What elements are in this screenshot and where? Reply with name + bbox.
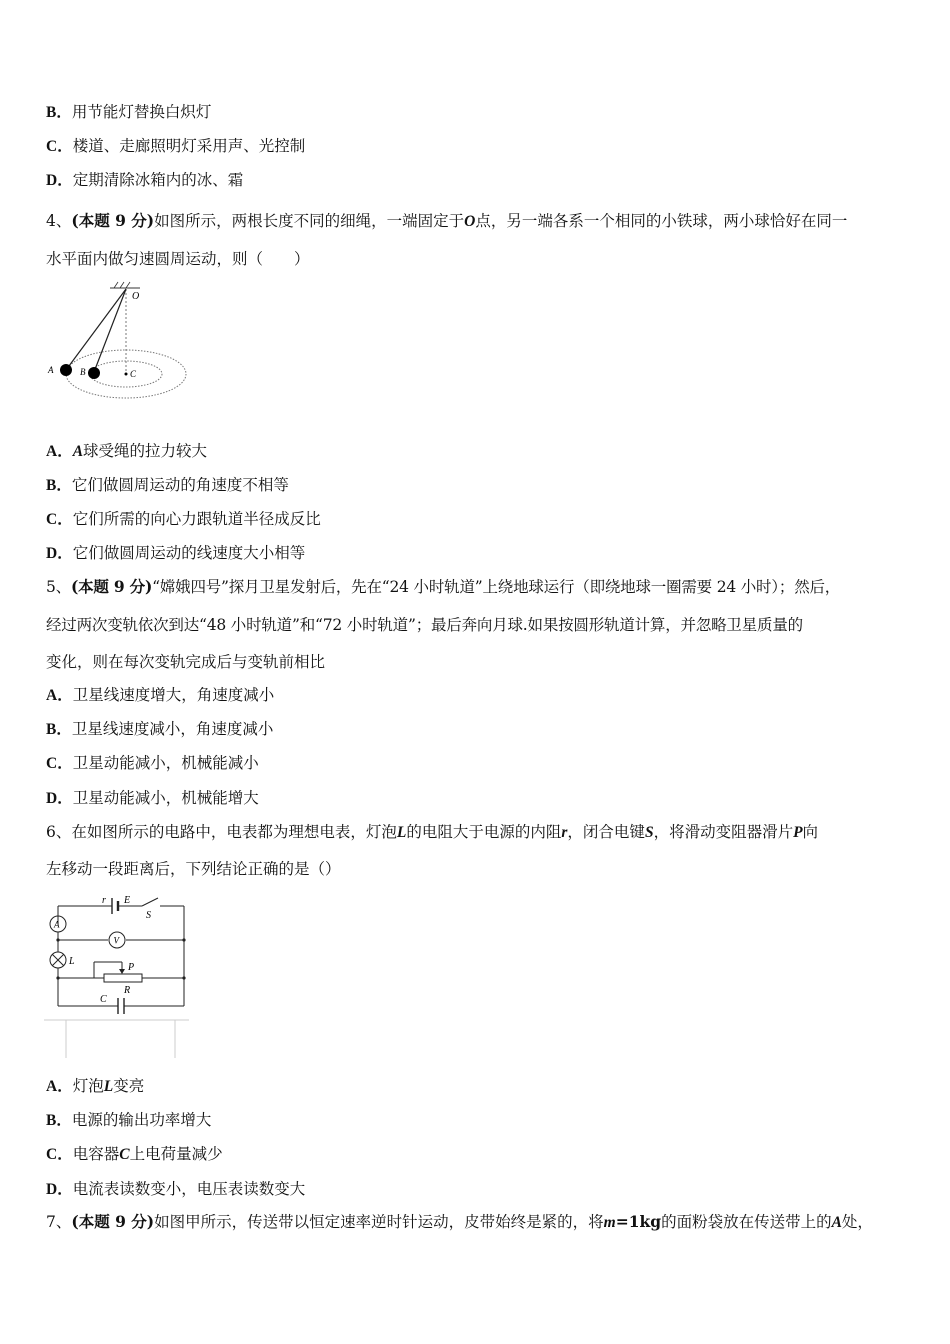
option-text: 卫星线速度增大，角速度减小 xyxy=(72,686,275,704)
var-l: L xyxy=(396,824,407,841)
label-lamp: L xyxy=(69,956,75,967)
option-text: 球受绳的拉力较大 xyxy=(83,442,208,460)
option-text: 它们做圆周运动的线速度大小相等 xyxy=(72,544,306,562)
option-text: 上电荷量减少 xyxy=(129,1145,223,1163)
option-text: 变亮 xyxy=(113,1077,145,1095)
option-var: A xyxy=(72,443,84,460)
q4-option-b[interactable] xyxy=(46,474,910,497)
label-s: S xyxy=(146,910,151,921)
q6-stem-line2 xyxy=(46,858,910,880)
q5-option-a[interactable] xyxy=(46,684,910,707)
label-capacitor: C xyxy=(100,994,107,1005)
option-letter: A． xyxy=(46,687,73,704)
q5-option-b[interactable] xyxy=(46,718,910,741)
question-score-tag: (本题 9 分) xyxy=(70,577,153,596)
stem-text: 左移动一段距离后，下列结论正确的是（） xyxy=(46,860,341,878)
q4-option-c[interactable] xyxy=(46,508,910,531)
q4-stem-line2 xyxy=(46,248,910,270)
question-number: 6、 xyxy=(46,823,72,841)
label-p: P xyxy=(128,962,135,973)
var-p: P xyxy=(793,824,803,841)
option-pre: 电容器 xyxy=(72,1145,120,1163)
center-point-c xyxy=(125,373,128,376)
stem-text: ，闭合电键 xyxy=(567,823,645,841)
option-letter: C． xyxy=(46,755,73,772)
option-var: L xyxy=(103,1078,114,1095)
option-letter: D． xyxy=(46,172,73,189)
q5-stem-line2 xyxy=(46,614,910,636)
q5-stem-line3 xyxy=(46,651,910,673)
label-a: A xyxy=(48,365,54,375)
question-number: 5、 xyxy=(46,578,71,596)
q4-option-a[interactable] xyxy=(46,440,910,463)
option-letter: C． xyxy=(46,511,73,528)
var-m: m xyxy=(603,1214,616,1231)
label-r-internal: r xyxy=(102,895,106,906)
q5-option-d[interactable] xyxy=(46,787,910,810)
option-letter: B． xyxy=(46,104,72,121)
label-b: B xyxy=(80,367,86,377)
stem-text: ，将滑动变阻器滑片 xyxy=(653,823,794,841)
stem-text: 变化，则在每次变轨完成后与变轨前相比 xyxy=(46,653,326,671)
option-letter: C． xyxy=(46,138,73,155)
string-b xyxy=(94,289,126,372)
var-s: S xyxy=(644,824,654,841)
question-score-tag: (本题 9 分) xyxy=(71,1212,155,1231)
label-voltmeter: V xyxy=(113,935,119,946)
mass-value: =1kg xyxy=(615,1212,662,1231)
q3-option-c[interactable] xyxy=(46,135,910,158)
option-letter: A． xyxy=(46,1078,73,1095)
stem-text: 水平面内做匀速圆周运动，则（ ） xyxy=(46,250,310,268)
stem-text: 如图甲所示，传送带以恒定速率逆时针运动，皮带始终是紧的，将 xyxy=(154,1213,604,1231)
stem-text: 点，另一端各系一个相同的小铁球，两小球恰好在同一 xyxy=(475,212,848,230)
option-letter: B． xyxy=(46,721,72,738)
option-text: 用节能灯替换白炽灯 xyxy=(71,103,212,121)
q4-pendulum-figure xyxy=(44,280,194,410)
option-letter: B． xyxy=(46,477,72,494)
option-text: 卫星动能减小，机械能减小 xyxy=(72,754,259,772)
stem-text: “嫦娥四号”探月卫星发射后，先在“24 小时轨道”上绕地球运行（即绕地球一圈需要 24 小时）；然后， xyxy=(152,578,841,596)
label-rheostat: R xyxy=(124,985,131,996)
option-letter: C． xyxy=(46,1146,73,1163)
option-text: 电源的输出功率增大 xyxy=(71,1111,212,1129)
option-var: C xyxy=(119,1146,130,1163)
option-text: 楼道、走廊照明灯采用声、光控制 xyxy=(72,137,306,155)
option-letter: B． xyxy=(46,1112,72,1129)
stem-text: 处， xyxy=(841,1213,873,1231)
question-number: 7、 xyxy=(46,1213,72,1231)
option-letter: D． xyxy=(46,545,73,562)
q6-option-c[interactable] xyxy=(46,1143,910,1166)
option-text: 电流表读数变小，电压表读数变大 xyxy=(72,1180,306,1198)
q6-option-a[interactable] xyxy=(46,1075,910,1098)
stem-text: 在如图所示的电路中，电表都为理想电表，灯泡 xyxy=(71,823,397,841)
option-text: 卫星线速度减小，角速度减小 xyxy=(71,720,274,738)
ball-a xyxy=(60,364,72,376)
option-text: 卫星动能减小，机械能增大 xyxy=(72,789,259,807)
label-ammeter: A xyxy=(54,919,60,930)
stem-text: 如图所示，两根长度不同的细绳，一端固定于 xyxy=(154,212,465,230)
option-pre: 灯泡 xyxy=(72,1077,104,1095)
string-a xyxy=(66,289,126,370)
stem-text: 经过两次变轨依次到达“48 小时轨道”和“72 小时轨道”；最后奔向月球.如果按圆形轨道计算，并忽略卫星质量的 xyxy=(46,616,803,634)
q5-stem-line1 xyxy=(46,576,910,598)
label-e: E xyxy=(124,895,131,906)
ball-b xyxy=(88,367,100,379)
var-r: r xyxy=(561,824,568,841)
q6-circuit-figure xyxy=(44,890,189,1060)
option-text: 它们做圆周运动的角速度不相等 xyxy=(71,476,289,494)
label-o: O xyxy=(132,291,140,302)
option-letter: D． xyxy=(46,790,73,807)
q3-option-b[interactable] xyxy=(46,101,910,124)
q6-stem-line1 xyxy=(46,821,910,844)
q4-option-d[interactable] xyxy=(46,542,910,565)
question-score-tag: (本题 9 分) xyxy=(71,211,155,230)
switch-blade xyxy=(142,898,158,906)
q3-option-d[interactable] xyxy=(46,169,910,192)
option-text: 它们所需的向心力跟轨道半径成反比 xyxy=(72,510,321,528)
option-letter: D． xyxy=(46,1181,73,1198)
stem-text: 的电阻大于电源的内阻 xyxy=(406,823,562,841)
q6-option-d[interactable] xyxy=(46,1178,910,1201)
q4-stem-line1 xyxy=(46,210,910,233)
option-letter: A． xyxy=(46,443,73,460)
var-a: A xyxy=(831,1214,842,1231)
question-number: 4、 xyxy=(46,212,72,230)
option-text: 定期清除冰箱内的冰、霜 xyxy=(72,171,244,189)
stem-text: 向 xyxy=(802,823,819,841)
q6-option-b[interactable] xyxy=(46,1109,910,1132)
label-c: C xyxy=(130,369,137,379)
rheostat xyxy=(104,974,142,982)
q5-option-c[interactable] xyxy=(46,752,910,775)
stem-text: 的面粉袋放在传送带上的 xyxy=(661,1213,832,1231)
point-o: O xyxy=(464,213,476,230)
q7-stem-line1 xyxy=(46,1211,910,1234)
